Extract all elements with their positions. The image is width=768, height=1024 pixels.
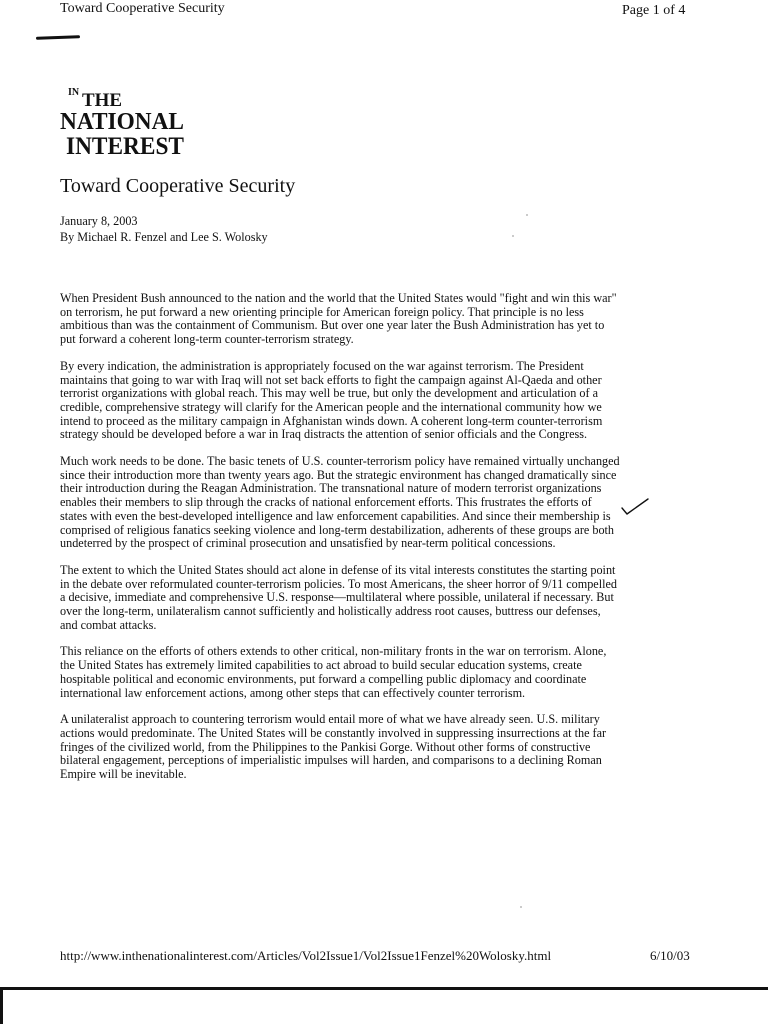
bottom-rule [0, 987, 768, 990]
left-edge-mark [0, 990, 3, 1024]
article-paragraph: By every indication, the administration is appropriately focused on the war against terrorism. The President maintains that going to war with Iraq will not set back efforts to fight the campaign against Al-Qaeda and other terrorist organizations with global reach. This may well be true, but only the development and articulation of a credible, comprehensive strategy will clarify for the American people and the international community how we intend to proceed as the military campaign in Afghanistan winds down. A coherent long-term counter-terrorism strategy should be developed before a war in Iraq distracts the attention of senior officials and the Congress. [60, 358, 603, 442]
article-paragraph: This reliance on the efforts of others extends to other critical, non-military fronts in the war on terrorism. Alone, the United States has extremely limited capabilities to act abroad to build secular education systems, create hospitable political and economic environments, put forward a compelling public diplomacy and coordinate international law enforcement actions, among other steps that can effectively counter terrorism. [60, 644, 607, 700]
article-paragraph: A unilateralist approach to countering terrorism would entail more of what we have already seen. U.S. military actions would predominate. The United States will be constantly involved in suppressing insurrections at the far fringes of the civilized world, from the Philippines to the Pankisi Gorge. Without other forms of constructive bilateral engagement, perceptions of imperialistic impulses will harden, and comparisons to a declining Roman Empire will be inevitable. [60, 712, 607, 782]
scan-speck [512, 235, 514, 237]
article-paragraph: Much work needs to be done. The basic tenets of U.S. counter-terrorism policy have remained virtually unchanged since their introduction more than twenty years ago. But the strategic environment has changed dramatically since their introduction during the Reagan Administration. The transnational nature of modern terrorist organizations enables their members to slip through the cracks of national enforcement efforts. This frustrates the efforts of states with even the best-developed intelligence and law enforcement capabilities. And since their membership is comprised of religious fanatics seeking violence and long-term destabilization, adherents of these groups are both undeterred by the prospect of criminal prosecution and unsatisfied by near-term political concessions. [60, 454, 620, 551]
article-date: January 8, 2003 [60, 214, 138, 228]
handwritten-checkmark-icon [620, 496, 650, 518]
article-paragraph: The extent to which the United States should act alone in defense of its vital interests constitutes the starting point in the debate over reformulated counter-terrorism policies. To most Americans, the sheer horror of 9/11 compelled a decisive, immediate and comprehensive U.S. response—multilateral where possible, unilateral if necessary. But over the long-term, unilateralism cannot sufficiently and holistically address root causes, buttress our defenses, and combat attacks. [60, 562, 617, 632]
the-national-interest-logo [58, 84, 198, 156]
source-url[interactable]: http://www.inthenationalinterest.com/Articles/Vol2Issue1/Vol2Issue1Fenzel%20Wolosky.html [60, 948, 552, 963]
scan-mark [36, 35, 80, 40]
scan-speck [526, 214, 528, 216]
article-body [60, 292, 620, 795]
print-date: 6/10/03 [650, 948, 690, 963]
dateline [60, 213, 268, 245]
article-title: Toward Cooperative Security [60, 175, 296, 197]
scan-speck [520, 906, 522, 908]
article-byline: By Michael R. Fenzel and Lee S. Wolosky [60, 230, 268, 244]
page-number: Page 1 of 4 [622, 3, 686, 18]
article-paragraph: When President Bush announced to the nation and the world that the United States would "fight and win this war" on terrorism, he put forward a new orienting principle for American foreign policy. That principle is no less ambitious than was the containment of Communism. But over one year later the Bush Administration has yet to put forward a coherent long-term counter-terrorism strategy. [60, 291, 617, 347]
logo-line-1: THE [82, 90, 122, 111]
logo-line-3: INTEREST [66, 133, 185, 156]
page-header-title: Toward Cooperative Security [60, 1, 225, 16]
logo-prefix: IN [68, 87, 80, 98]
logo-line-2: NATIONAL [60, 109, 184, 135]
